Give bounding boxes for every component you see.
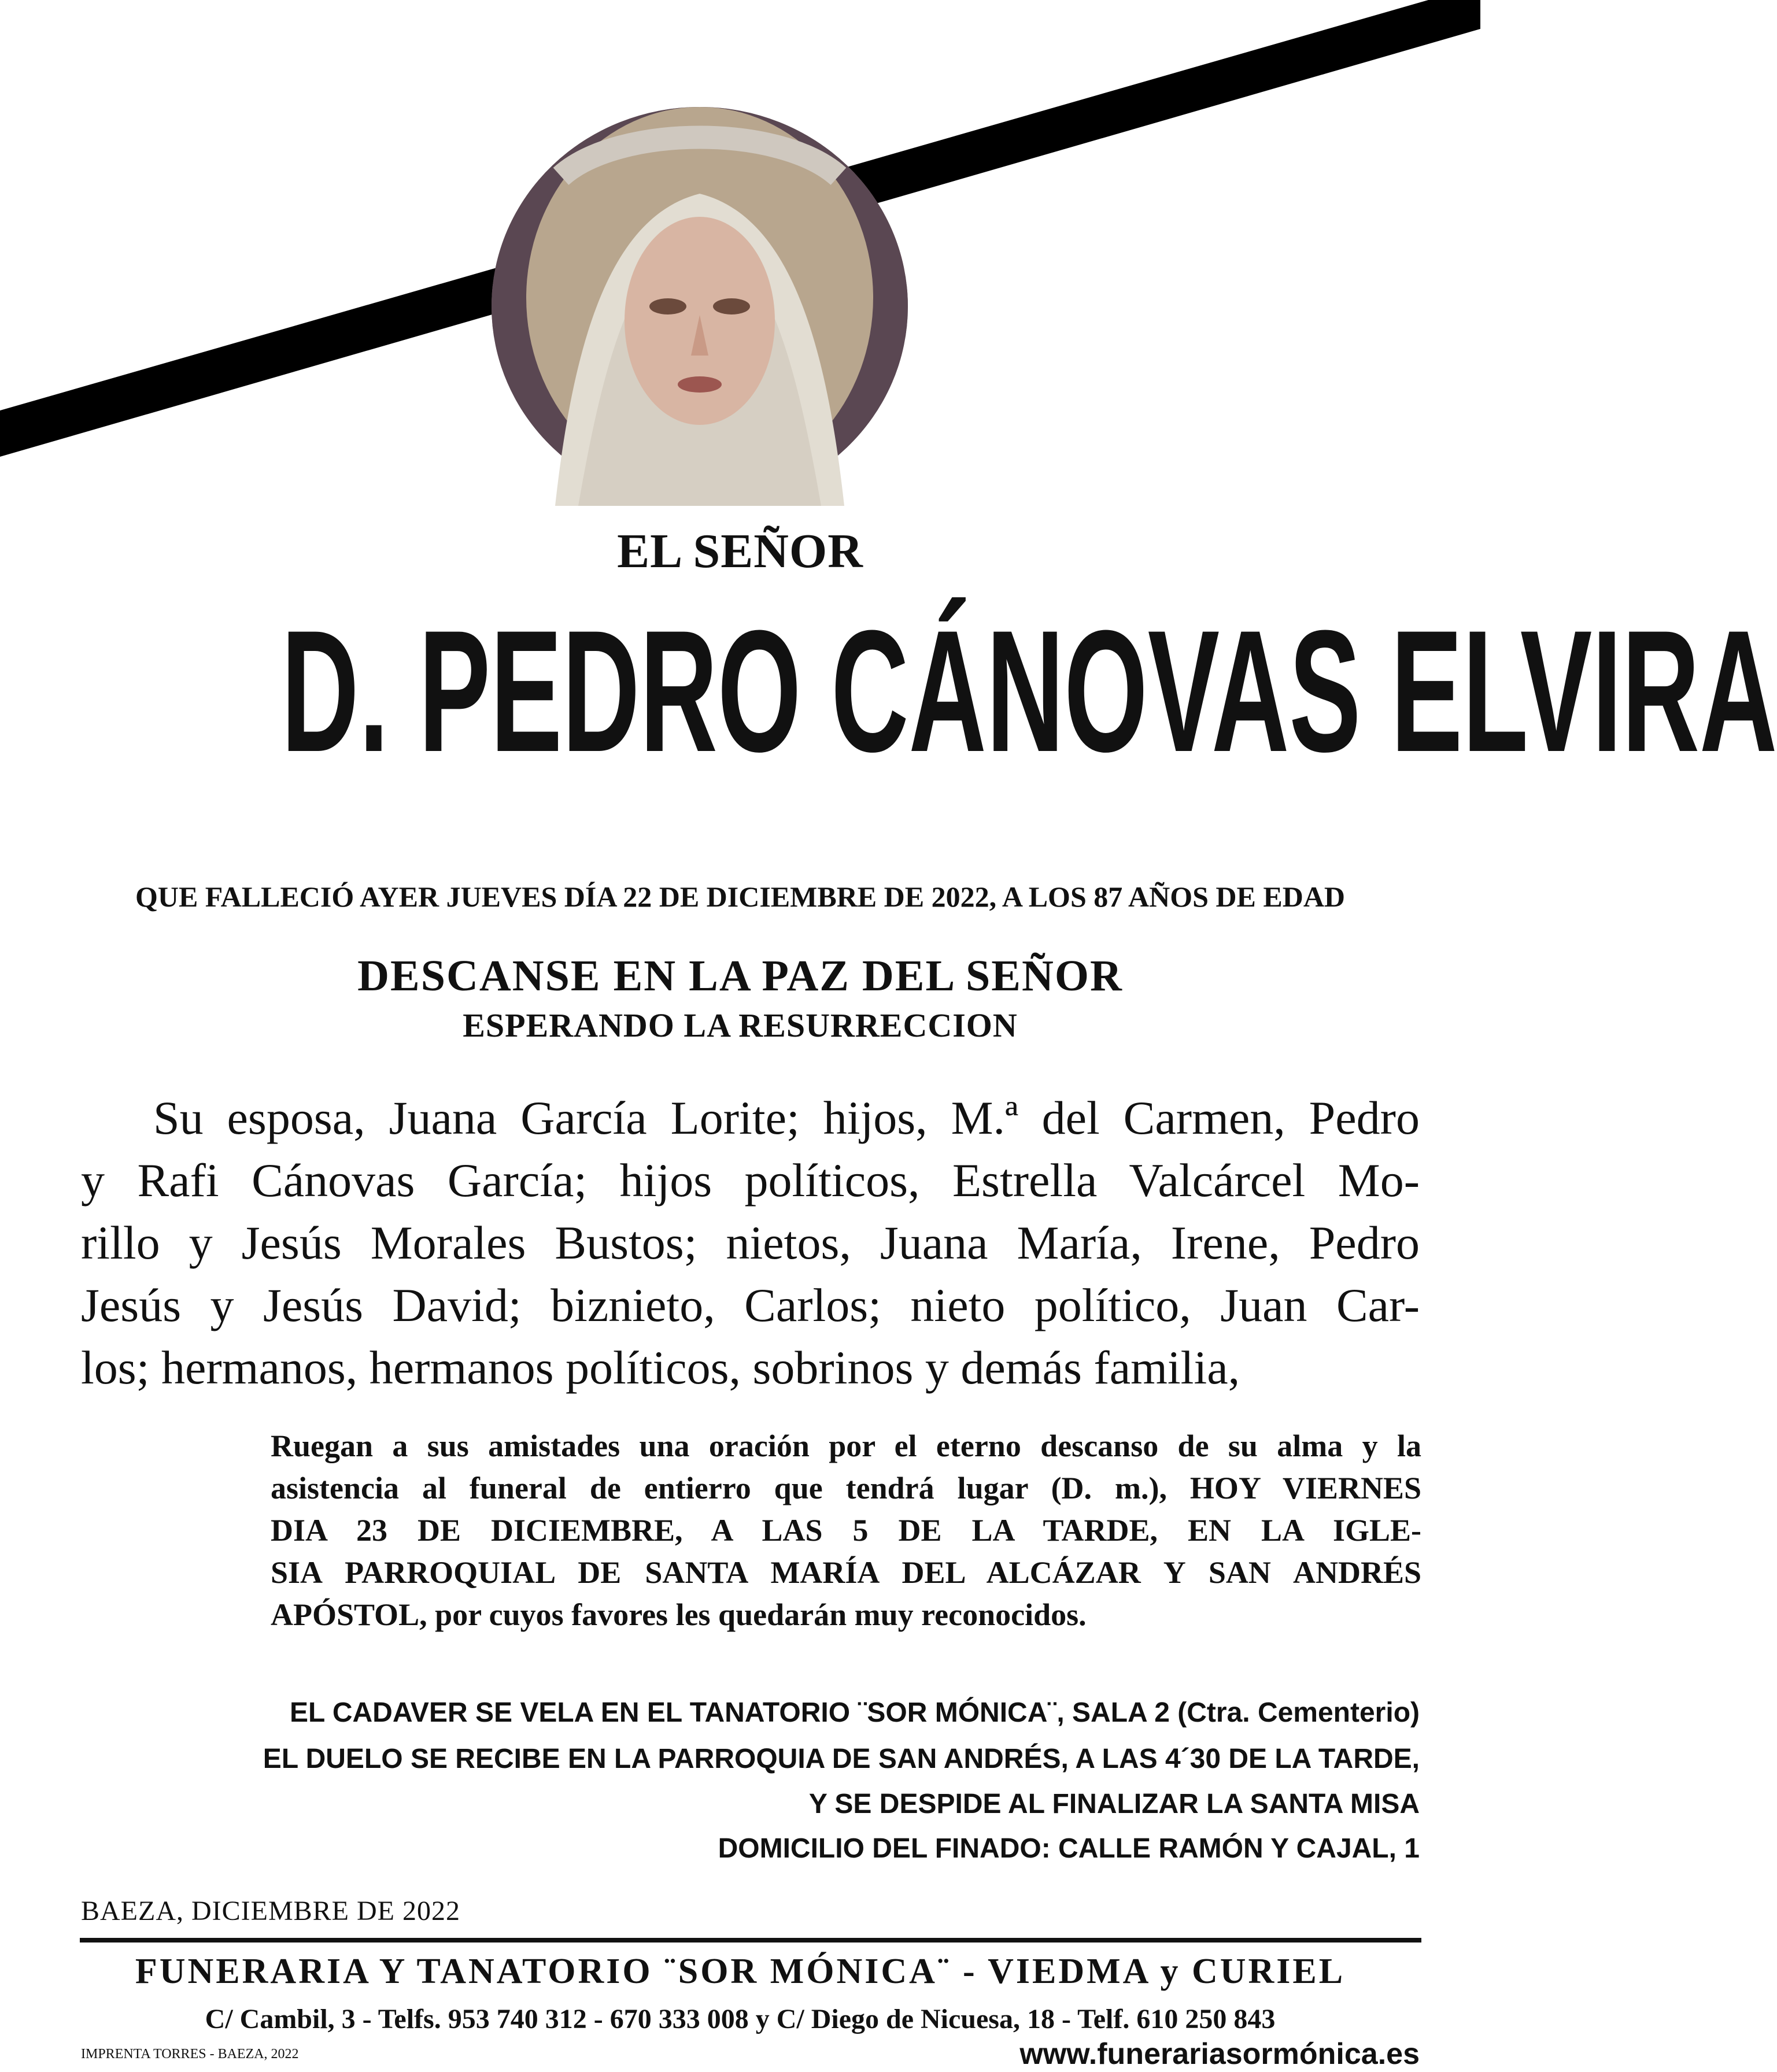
- contact-details: C/ Cambil, 3 - Telfs. 953 740 312 - 670 333 008 y C/ Diego de Nicuesa, 18 - Telf. 610 250 843: [205, 2004, 1276, 2034]
- farewell-notice: Y SE DESPIDE AL FINALIZAR LA SANTA MISA: [808, 1789, 1420, 1819]
- home-address-notice: DOMICILIO DEL FINADO: CALLE RAMÓN Y CAJAL, 1: [718, 1833, 1420, 1864]
- title-prefix: EL SEÑOR: [617, 524, 863, 578]
- resurrection-subheading: ESPERANDO LA RESURRECCION: [463, 1007, 1018, 1044]
- funeral-line: Ruegan a sus amistades una oración por el eterno descanso de su alma y la: [271, 1429, 1421, 1463]
- funeral-line: APÓSTOL, por cuyos favores les quedarán muy reconocidos.: [271, 1597, 1087, 1632]
- funeral-home-name: FUNERARIA Y TANATORIO ¨SOR MÓNICA¨ - VIEDMA y CURIEL: [135, 1952, 1346, 1991]
- website-link[interactable]: www.funerariasormónica.es: [1019, 2037, 1420, 2071]
- rest-in-peace-heading: DESCANSE EN LA PAZ DEL SEÑOR: [357, 952, 1123, 1000]
- place-date: BAEZA, DICIEMBRE DE 2022: [81, 1896, 460, 1926]
- deceased-name: D. PEDRO CÁNOVAS ELVIRA: [281, 594, 1777, 788]
- funeral-line: SIA PARROQUIAL DE SANTA MARÍA DEL ALCÁZAR Y SAN ANDRÉS: [271, 1555, 1421, 1590]
- family-paragraph: [81, 1087, 1420, 1399]
- family-line: los; hermanos, hermanos políticos, sobrinos y demás familia,: [81, 1341, 1240, 1394]
- virgin-portrait-image: [492, 107, 908, 506]
- duel-notice: EL DUELO SE RECIBE EN LA PARROQUIA DE SAN ANDRÉS, A LAS 4´30 DE LA TARDE,: [263, 1744, 1420, 1774]
- funeral-line: asistencia al funeral de entierro que tendrá lugar (D. m.), HOY VIERNES: [271, 1471, 1421, 1505]
- family-line: y Rafi Cánovas García; hijos políticos, Estrella Valcárcel Mo-: [81, 1154, 1420, 1207]
- printer-credit: IMPRENTA TORRES - BAEZA, 2022: [81, 2047, 299, 2062]
- family-line: Su esposa, Juana García Lorite; hijos, M.ª del Carmen, Pedro: [153, 1092, 1420, 1144]
- family-line: Jesús y Jesús David; biznieto, Carlos; nieto político, Juan Car-: [81, 1279, 1420, 1331]
- death-date-line: QUE FALLECIÓ AYER JUEVES DÍA 22 DE DICIEMBRE DE 2022, A LOS 87 AÑOS DE EDAD: [135, 880, 1346, 913]
- funeral-line: DIA 23 DE DICIEMBRE, A LAS 5 DE LA TARDE, EN LA IGLE-: [271, 1513, 1421, 1548]
- funeral-paragraph: [271, 1425, 1421, 1636]
- footer-divider: [80, 1938, 1421, 1942]
- wake-notice: EL CADAVER SE VELA EN EL TANATORIO ¨SOR MÓNICA¨, SALA 2 (Ctra. Cementerio): [290, 1697, 1420, 1728]
- family-line: rillo y Jesús Morales Bustos; nietos, Juana María, Irene, Pedro: [81, 1216, 1420, 1269]
